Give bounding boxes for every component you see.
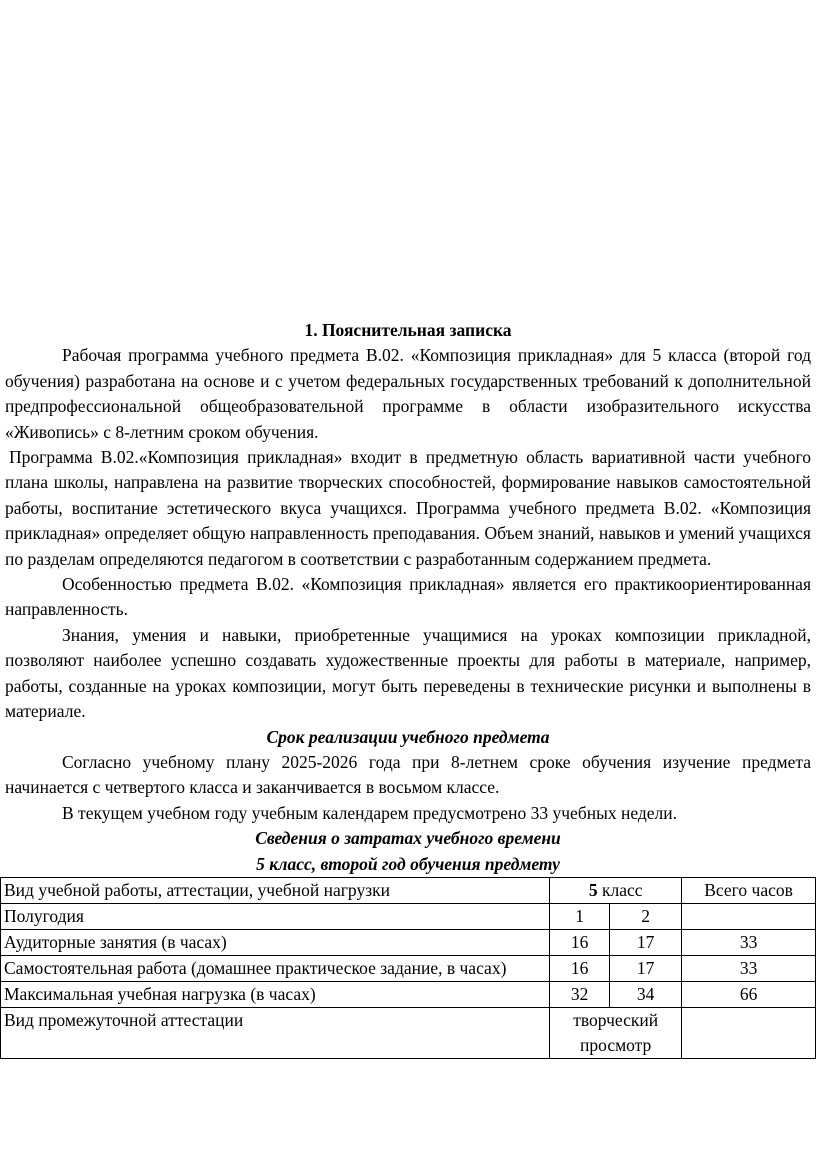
row-total: 66 [682, 981, 816, 1007]
row-total: 33 [682, 929, 816, 955]
table-title-2: 5 класс, второй год обучения предмету [256, 853, 560, 874]
header-total: Всего часов [682, 877, 816, 903]
paragraph-intro: Рабочая программа учебного предмета В.02. «Композиция прикладная» для 5 класса (второй год обучения) разработана на основе и с учетом федеральных государственных требований к дополнительной предпрофессиональной общеобразовательной программе в области изобразительного искусства «Живопись» с 8-летним сроком обучения. [5, 345, 811, 442]
row-label: Аудиторные занятия (в часах) [1, 929, 550, 955]
table-row [1, 981, 816, 1007]
row-label: Максимальная учебная нагрузка (в часах) [1, 981, 550, 1007]
row-label: Полугодия [1, 903, 550, 929]
row-h2: 2 [610, 903, 682, 929]
document-page [5, 318, 811, 1059]
row-h1: 16 [550, 929, 610, 955]
table-row [1, 955, 816, 981]
term-title: Срок реализации учебного предмета [266, 726, 550, 747]
table-row [1, 903, 816, 929]
header-class [550, 877, 682, 903]
row-h2: 34 [610, 981, 682, 1007]
attestation-label: Вид промежуточной аттестации [1, 1007, 550, 1058]
paragraph-term-plan: Согласно учебному плану 2025-2026 года при 8-летнем сроке обучения изучение предмета начинается с четвертого класса и заканчивается в восьмом классе. [5, 751, 811, 798]
row-total [682, 903, 816, 929]
table-row [1, 929, 816, 955]
row-h1: 1 [550, 903, 610, 929]
section-title: 1. Пояснительная записка [304, 320, 512, 340]
attestation-total [682, 1007, 816, 1058]
header-work-type: Вид учебной работы, аттестации, учебной нагрузки [1, 877, 550, 903]
attestation-value: творческий просмотр [550, 1007, 682, 1058]
table-title-1: Сведения о затратах учебного времени [255, 828, 561, 849]
paragraph-skills: Знания, умения и навыки, приобретенные учащимися на уроках композиции прикладной, позволяют наиболее успешно создавать художественные проекты для работы в материале, например, работы, созданные на уроках композиции, могут быть переведены в технические рисунки и выполнены в материале. [5, 624, 811, 722]
row-total: 33 [682, 955, 816, 981]
header-class-word: класс [597, 879, 643, 900]
row-label: Самостоятельная работа (домашнее практическое задание, в часах) [1, 955, 550, 981]
table-row-attestation [1, 1007, 816, 1058]
paragraph-program: Программа В.02.«Композиция прикладная» входит в предметную область вариативной части учебного плана школы, направлена на развитие творческих способностей, формирование навыков самостоятельной работы, воспитание эстетического вкуса учащихся. Программа учебного предмета В.02. «Композиция прикладная» определяет общую направленность преподавания. Объем знаний, навыков и умений учащихся по разделам определяются педагогом в соответствии с разработанным содержанием предмета. [5, 447, 811, 569]
paragraph-term-weeks: В текущем учебном году учебным календарем предусмотрено 33 учебных недели. [62, 802, 678, 823]
row-h2: 17 [610, 955, 682, 981]
header-class-number: 5 [588, 879, 598, 900]
table-header-row [1, 877, 816, 903]
row-h2: 17 [610, 929, 682, 955]
study-time-table [0, 877, 816, 1059]
paragraph-feature: Особенностью предмета В.02. «Композиция прикладная» является его практикоориентированная направленность. [5, 574, 811, 620]
row-h1: 16 [550, 955, 610, 981]
row-h1: 32 [550, 981, 610, 1007]
